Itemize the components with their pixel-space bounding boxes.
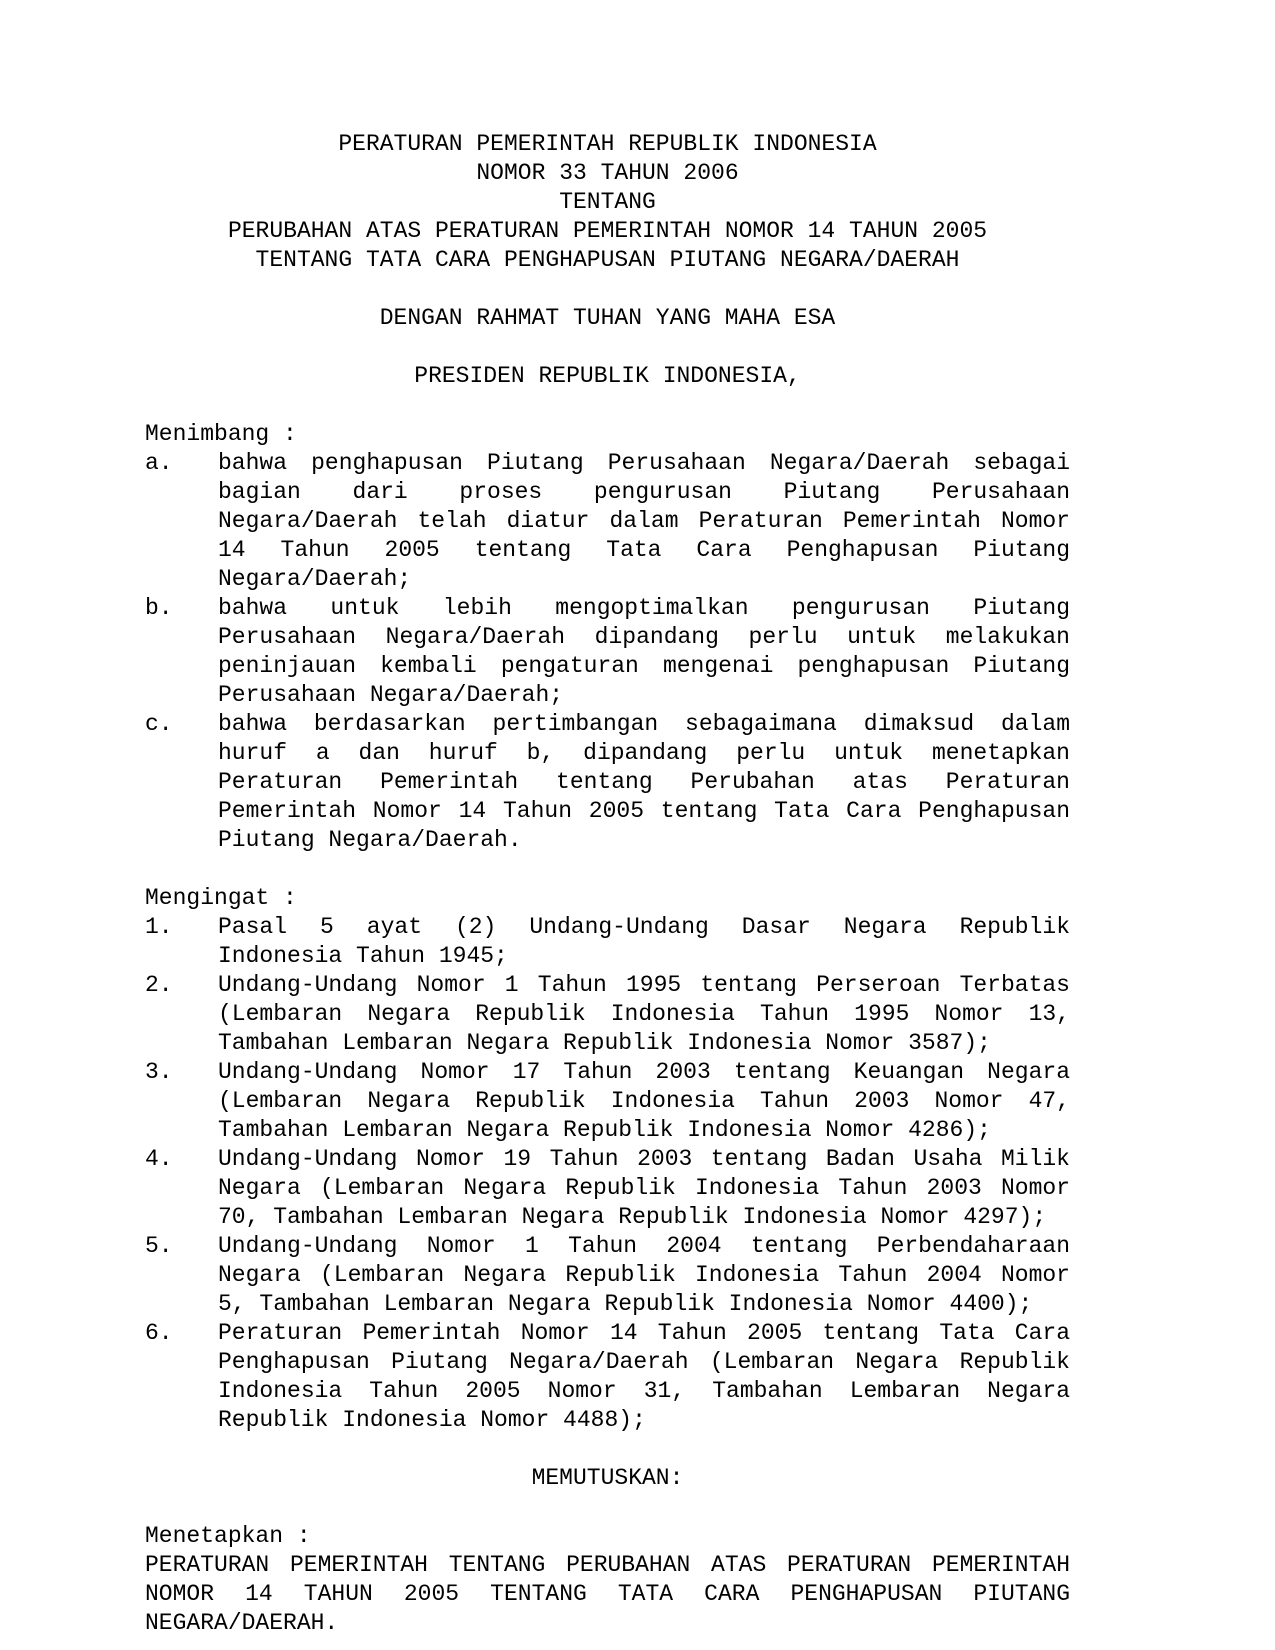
item-text: Undang-Undang Nomor 17 Tahun 2003 tentang Keuangan Negara (Lembaran Negara Republik Indonesia Tahun 2003 Nomor 47, Tambahan Lembaran Negara Republik Indonesia Nomor 4286); — [218, 1059, 1070, 1143]
authority-line: PRESIDEN REPUBLIK INDONESIA, — [414, 363, 801, 389]
considering-item — [145, 710, 1070, 855]
title-line-2: NOMOR 33 TAHUN 2006 — [476, 160, 739, 186]
recalling-item — [145, 1058, 1070, 1145]
title-line-5: TENTANG TATA CARA PENGHAPUSAN PIUTANG NEGARA/DAERAH — [255, 247, 960, 273]
spacer — [145, 1435, 1070, 1464]
document-title-block — [145, 130, 1070, 275]
title-line-1: PERATURAN PEMERINTAH REPUBLIK INDONESIA — [338, 131, 877, 157]
enacting-text: PERATURAN PEMERINTAH TENTANG PERUBAHAN ATAS PERATURAN PEMERINTAH NOMOR 14 TAHUN 2005 TENTANG TATA CARA PENGHAPUSAN PIUTANG NEGARA/DAERAH. — [145, 1552, 1070, 1636]
item-text: bahwa untuk lebih mengoptimalkan pengurusan Piutang Perusahaan Negara/Daerah dipandang perlu untuk melakukan peninjauan kembali pengaturan mengenai penghapusan Piutang Perusahaan Negara/Daerah; — [218, 595, 1070, 708]
item-text: bahwa penghapusan Piutang Perusahaan Negara/Daerah sebagai bagian dari proses pengurusan Piutang Perusahaan Negara/Daerah telah diatur dalam Peraturan Pemerintah Nomor 14 Tahun 2005 tentang Tata Cara Penghapusan Piutang Negara/Daerah; — [218, 450, 1070, 592]
item-text: Peraturan Pemerintah Nomor 14 Tahun 2005 tentang Tata Cara Penghapusan Piutang Negara/Daerah (Lembaran Negara Republik Indonesia Tahun 2005 Nomor 31, Tambahan Lembaran Negara Republik Indonesia Nomor 4488); — [218, 1320, 1070, 1433]
decision-heading: MEMUTUSKAN: — [531, 1465, 684, 1491]
item-marker: b. — [145, 595, 173, 621]
spacer — [145, 855, 1070, 884]
recalling-item — [145, 1232, 1070, 1319]
item-marker: 2. — [145, 972, 173, 998]
considering-label: Menimbang : — [145, 421, 297, 447]
item-text: bahwa berdasarkan pertimbangan sebagaimana dimaksud dalam huruf a dan huruf b, dipandang perlu untuk menetapkan Peraturan Pemerintah tentang Perubahan atas Peraturan Pemerintah Nomor 14 Tahun 2005 tentang Tata Cara Penghapusan Piutang Negara/Daerah. — [218, 711, 1070, 853]
recalling-item — [145, 913, 1070, 971]
recalling-item — [145, 1145, 1070, 1232]
title-line-4: PERUBAHAN ATAS PERATURAN PEMERINTAH NOMOR 14 TAHUN 2005 — [227, 218, 988, 244]
item-text: Undang-Undang Nomor 19 Tahun 2003 tentang Badan Usaha Milik Negara (Lembaran Negara Republik Indonesia Tahun 2003 Nomor 70, Tambahan Lembaran Negara Republik Indonesia Nomor 4297); — [218, 1146, 1070, 1230]
recalling-item — [145, 1319, 1070, 1435]
item-marker: 4. — [145, 1146, 173, 1172]
considering-item — [145, 449, 1070, 594]
item-text: Pasal 5 ayat (2) Undang-Undang Dasar Negara Republik Indonesia Tahun 1945; — [218, 914, 1070, 969]
spacer — [145, 1493, 1070, 1522]
spacer — [145, 275, 1070, 304]
considering-item — [145, 594, 1070, 710]
recalling-label: Mengingat : — [145, 885, 297, 911]
item-marker: c. — [145, 711, 173, 737]
title-line-3: TENTANG — [559, 189, 656, 215]
item-text: Undang-Undang Nomor 1 Tahun 2004 tentang Perbendaharaan Negara (Lembaran Negara Republik Indonesia Tahun 2004 Nomor 5, Tambahan Lembaran Negara Republik Indonesia Nomor 4400); — [218, 1233, 1070, 1317]
spacer — [145, 391, 1070, 420]
item-marker: 1. — [145, 914, 173, 940]
item-marker: 5. — [145, 1233, 173, 1259]
enacting-label: Menetapkan : — [145, 1523, 311, 1549]
item-marker: a. — [145, 450, 173, 476]
item-marker: 6. — [145, 1320, 173, 1346]
item-marker: 3. — [145, 1059, 173, 1085]
recalling-item — [145, 971, 1070, 1058]
spacer — [145, 333, 1070, 362]
invocation-line: DENGAN RAHMAT TUHAN YANG MAHA ESA — [379, 305, 836, 331]
item-text: Undang-Undang Nomor 1 Tahun 1995 tentang Perseroan Terbatas (Lembaran Negara Republik Indonesia Tahun 1995 Nomor 13, Tambahan Lembaran Negara Republik Indonesia Nomor 3587); — [218, 972, 1070, 1056]
